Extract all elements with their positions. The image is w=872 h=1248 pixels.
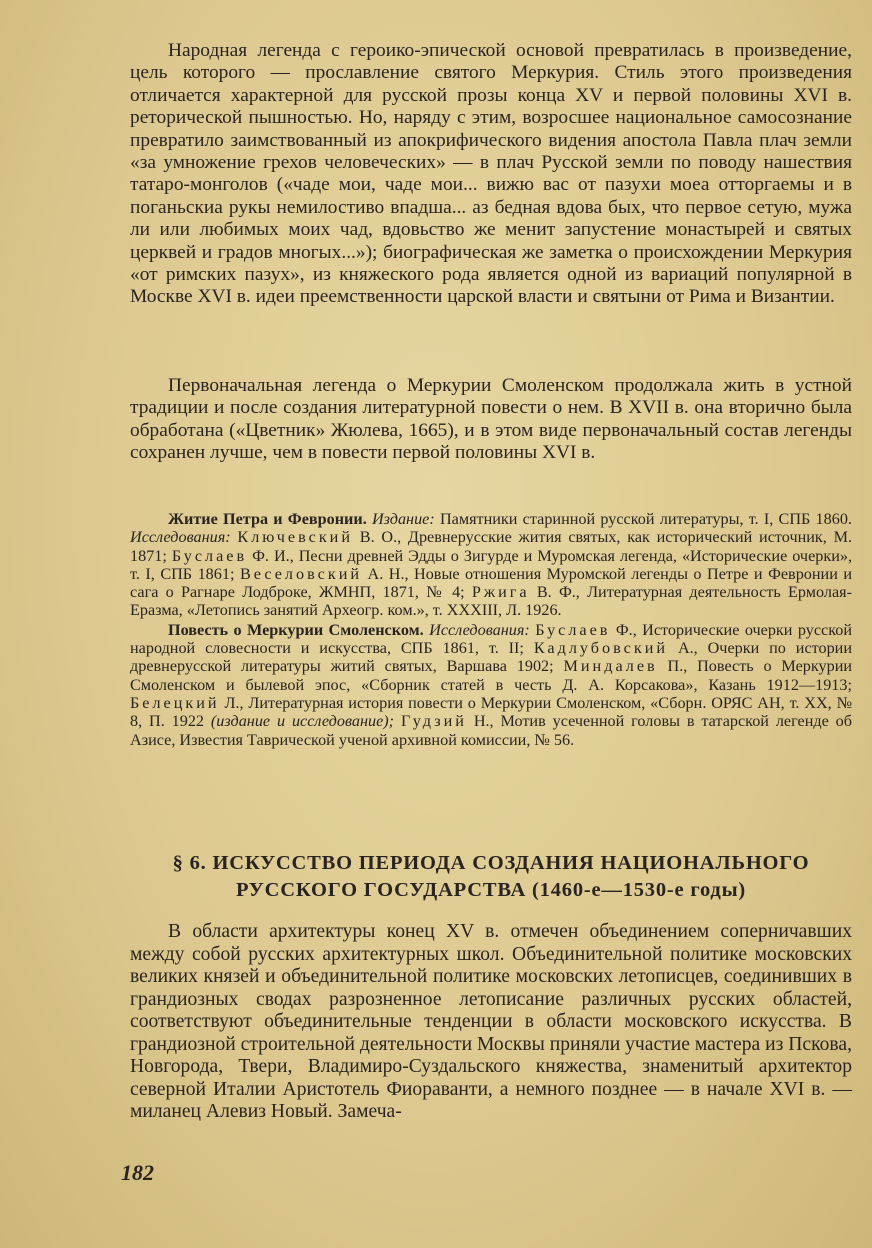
bibliography-text: П., Повесть о Меркурии Смоленском и былевой эпос, «Сборник статей в честь Д. А. Корсакова», Казань 1912—1913; [130,657,853,694]
bibliography-label: (издание и исследование); [210,712,395,731]
bibliography-author: Ржига [471,583,530,602]
bibliography-author: Гудзий [400,712,467,731]
paragraph-text: Народная легенда с героико-эпической основой превратилась в произведение, цель которого — прославление святого Меркурия. Стиль этого произведения отличается характерной для русской прозы конца XV и первой половины XVI в. реторической пышностью. Но, наряду с этим, возросшее национальное самосознание превратило заимствованный из апокрифического видения апостола Павла плач земли «за умножение грехов человеческих» — в плач Русской земли по поводу нашествия татаро-монголов («чаде мои, чаде мои... вижю вас от пазухи моеа отторгаемы и в поганьскиа рукы немилостиво впадша... аз бедная вдова бых, что первое сетую, мужа ли или любимых моих чад, вдовьство же менит запустение монастырей и святых церквей и градов многых...»); биографическая же заметка о происхождении Меркурия «от римских пазух», из княжеского рода является одной из вариаций популярной в Москве XVI в. идеи преемственности царской власти и святыни от Рима и Византии. [130,40,852,308]
bibliography-author: Кадлубовский [533,639,669,658]
bibliography-label: Исследования: [429,620,530,639]
bibliography-text: Памятники старинной русской литературы, т. I, СПБ 1860. [439,510,852,528]
page-number: 182 [121,1160,154,1185]
bibliography-text: Л., Литературная история повести о Меркурии Смоленском, «Сборн. ОРЯС АН, т. XX, № 8, П. 1922 [130,693,853,731]
bibliography-entry-merkury [130,621,852,749]
section-heading [130,850,852,904]
bibliography-text: Н., Мотив усеченной головы в татарской легенде об Азисе, Известия Таврической ученой архивной комиссии, № 56. [130,712,853,749]
paragraph-text: В области архитектуры конец XV в. отмечен объединением соперничавших между собой русских архитектурных школ. Объединительной политике московских великих князей и объединительной политике московских летописцев, соединивших в грандиозных сводах разрозненное летописание различных русских областей, соответствуют объединительные тенденции в области московского искусства. В грандиозной строительной деятельности Москвы приняли участие мастера из Пскова, Новгорода, Твери, Владимиро-Суздальского княжества, знаменитый архитектор северной Италии Аристотель Фиораванти, а немного позднее — в начале XVI в. — миланец Алевиз Новый. Замеча- [130,921,853,1122]
bibliography-author: Буслаев [171,546,248,565]
bibliography-label: Издание: [371,510,435,528]
paragraph-oral-tradition [130,375,852,465]
bibliography-text: А. Н., Новые отношения Муромской легенды о Петре и Февронии и сага о Рагнаре Лодброке, ЖМНП, 1871, № 4; [130,564,853,602]
bibliography-author: Веселовский [239,564,363,583]
section-heading-line: РУССКОГО ГОСУДАРСТВА (1460-е—1530-е годы) [235,879,747,901]
bibliography-author: Буслаев [535,620,611,639]
bibliography-text: А., Очерки по истории древнерусской литературы житий святых, Варшава 1902; [130,639,853,676]
bibliography-text: Ф., Исторические очерки русской народной словесности и искусства, СПБ 1861, т. II; [130,620,852,658]
bibliography-author: Белецкий [130,693,220,712]
bibliography-label: Исследования: [130,528,231,547]
section-heading-line: § 6. ИСКУССТВО ПЕРИОДА СОЗДАНИЯ НАЦИОНАЛЬНОГО [172,852,810,874]
paragraph-text: Первоначальная легенда о Меркурии Смоленском продолжала жить в устной традиции и после создания литературной повести о нем. В XVII в. она вторично была обработана («Цветник» Жюлева, 1665), и в этом виде первоначальный состав легенды сохранен лучше, чем в повести первой половины XVI в. [130,375,852,464]
bibliography-title: Повесть о Меркурии Смоленском. [168,620,424,639]
bibliography-block [130,510,852,750]
bibliography-title: Житие Петра и Февронии. [168,510,367,528]
bibliography-entry-peter-fevronia [130,510,852,620]
bibliography-author: Ключевский [237,528,354,547]
paragraph-merkury-legend [130,40,852,309]
paragraph-architecture [130,921,852,1124]
bibliography-text: В. Ф., Литературная деятельность Ермолая-Еразма, «Летопись занятий Археогр. ком.», т. XXXIII, Л. 1926. [130,583,853,620]
bibliography-text: В. О., Древнерусские жития святых, как исторический источник, М. 1871; [130,528,853,565]
bibliography-text: Ф. И., Песни древней Эдды о Зигурде и Муромская легенда, «Исторические очерки», т. I, СПБ 1861; [130,546,853,583]
bibliography-author: Миндалев [563,657,658,676]
